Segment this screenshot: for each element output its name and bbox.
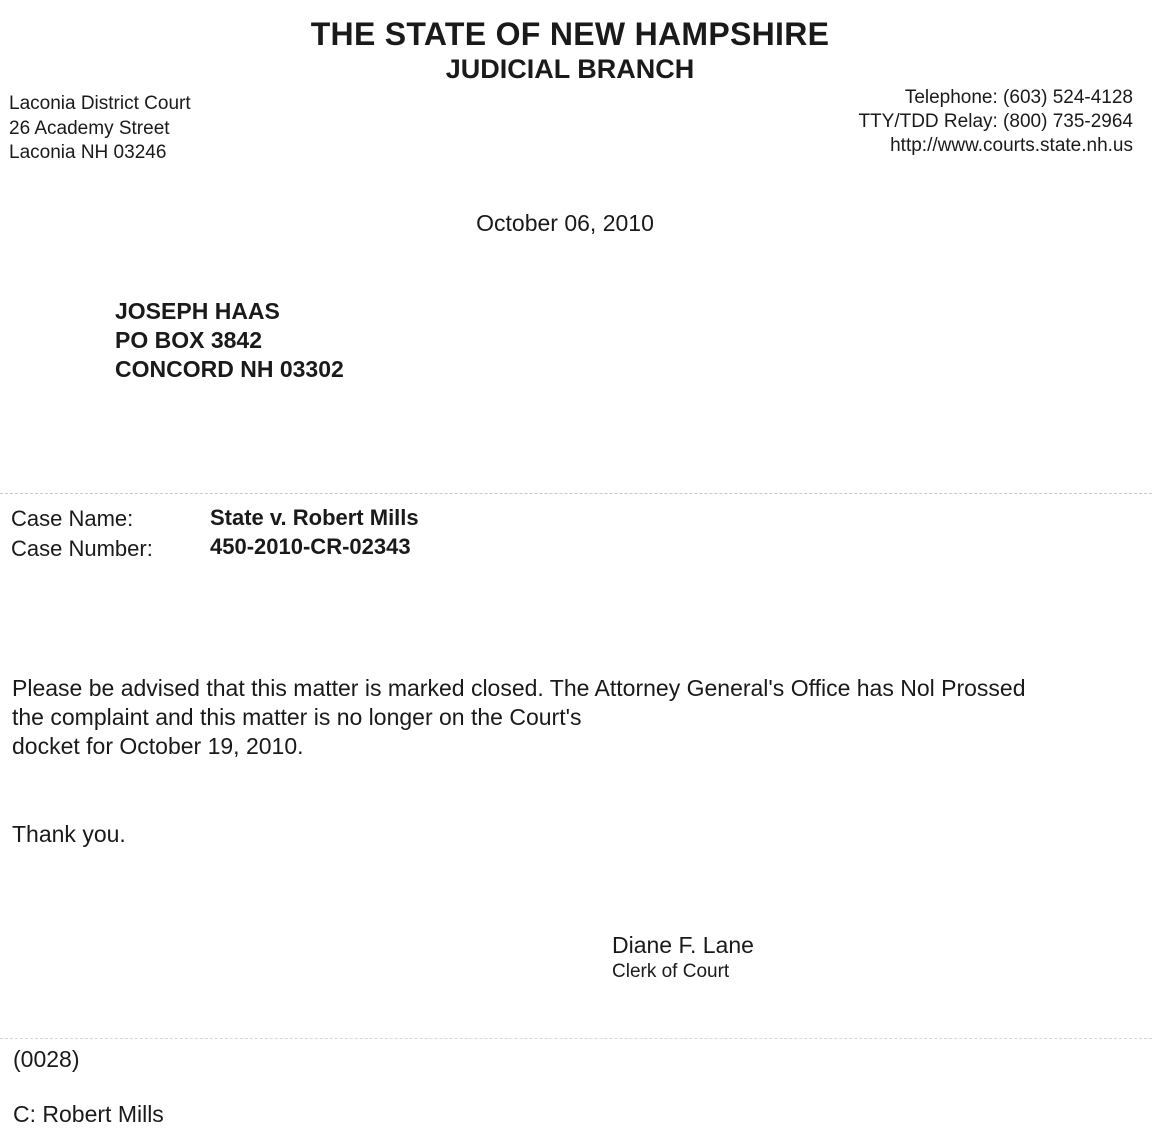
letterhead-subtitle: JUDICIAL BRANCH (445, 54, 695, 84)
court-contact-block (858, 86, 1133, 158)
court-name: Laconia District Court (9, 93, 191, 114)
court-address-block (9, 92, 191, 166)
letterhead-title: THE STATE OF NEW HAMPSHIRE (310, 16, 830, 52)
body-paragraph (12, 674, 1026, 761)
body-line-1: Please be advised that this matter is marked closed. The Attorney General's Office has Nol Prossed (12, 675, 1026, 701)
body-line-2: the complaint and this matter is no longer on the Court's (12, 704, 582, 730)
court-street: 26 Academy Street (9, 117, 170, 139)
recipient-address-block (115, 297, 344, 384)
recipient-address-line2: CONCORD NH 03302 (115, 356, 344, 382)
recipient-address-line1: PO BOX 3842 (115, 327, 263, 353)
signatory-name: Diane F. Lane (612, 932, 754, 958)
document-code: (0028) (13, 1046, 80, 1072)
case-name-value: State v. Robert Mills (210, 505, 419, 530)
case-number-label: Case Number: (11, 536, 153, 561)
court-city: Laconia NH 03246 (9, 142, 167, 163)
court-website: http://www.courts.state.nh.us (890, 135, 1133, 156)
case-name-label: Case Name: (11, 506, 134, 531)
body-line-3: docket for October 19, 2010. (12, 733, 304, 759)
carbon-copy-line: C: Robert Mills (13, 1101, 164, 1127)
court-tty: TTY/TDD Relay: (800) 735-2964 (858, 111, 1133, 132)
fold-line (0, 493, 1152, 494)
case-number-value: 450-2010-CR-02343 (210, 534, 411, 559)
letter-date: October 06, 2010 (476, 210, 654, 236)
recipient-name: JOSEPH HAAS (115, 298, 280, 324)
closing-text: Thank you. (12, 821, 126, 847)
court-telephone: Telephone: (603) 524-4128 (904, 87, 1133, 108)
scan-edge-line (0, 1038, 1152, 1039)
signatory-title: Clerk of Court (612, 961, 730, 982)
